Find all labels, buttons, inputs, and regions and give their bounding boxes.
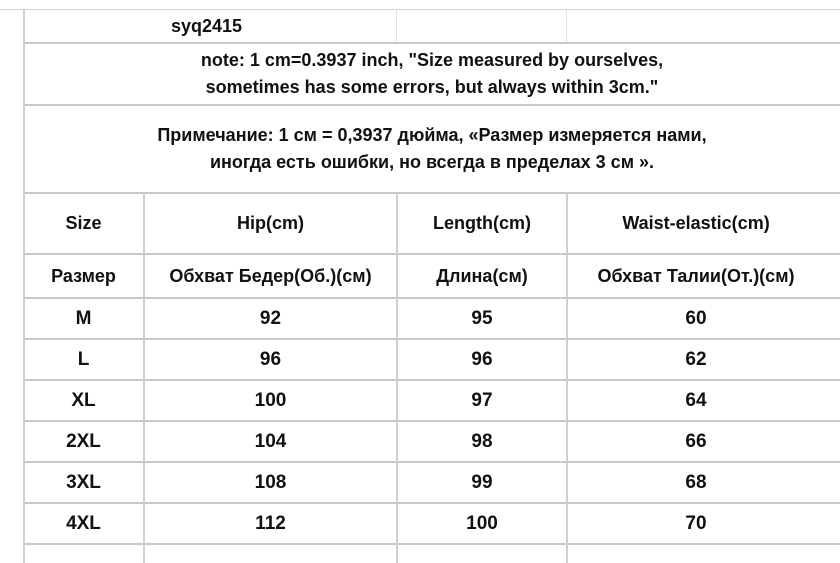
length-cell: 100: [466, 512, 498, 534]
length-cell: 98: [471, 430, 493, 452]
header-length-ru: Длина(см): [436, 265, 528, 286]
grid-line: [566, 9, 567, 42]
note-english-line-1: note: 1 cm=0.3937 inch, "Size measured by ourselves,: [200, 50, 664, 70]
waist-cell: 68: [685, 471, 707, 493]
header-hip-ru: Обхват Бедер(Об.)(см): [169, 265, 372, 286]
size-cell: 4XL: [66, 512, 101, 534]
hip-cell: 96: [259, 348, 282, 370]
waist-cell: 60: [685, 307, 707, 329]
grid-line: [396, 9, 397, 42]
header-waist-ru: Обхват Талии(От.)(см): [597, 265, 795, 286]
product-code: syq2415: [171, 15, 243, 36]
grid-line: [24, 543, 840, 545]
waist-cell: 66: [685, 430, 707, 452]
note-english-line-2: sometimes has some errors, but always within 3cm.": [205, 77, 659, 97]
hip-cell: 108: [254, 471, 287, 493]
size-cell: XL: [71, 389, 96, 411]
note-russian: [24, 106, 840, 192]
hip-cell: 100: [254, 389, 287, 411]
hip-cell: 112: [255, 512, 286, 534]
size-cell: M: [75, 307, 92, 329]
size-cell: 2XL: [66, 430, 101, 452]
waist-cell: 62: [685, 348, 707, 370]
size-cell: 3XL: [66, 471, 101, 493]
length-cell: 99: [471, 471, 493, 493]
header-size-ru: Размер: [51, 265, 116, 286]
header-waist: Waist-elastic(cm): [622, 213, 770, 233]
size-cell: L: [77, 348, 90, 370]
header-size: Size: [65, 213, 102, 233]
note-russian-line-2: иногда есть ошибки, но всегда в пределах 3 см ».: [209, 152, 655, 172]
waist-cell: 64: [685, 389, 707, 411]
hip-cell: 92: [259, 307, 282, 329]
header-length: Length(cm): [433, 213, 531, 233]
length-cell: 96: [471, 348, 493, 370]
note-russian-line-1: Примечание: 1 см = 0,3937 дюйма, «Размер измеряется нами,: [157, 125, 707, 145]
length-cell: 95: [471, 307, 493, 329]
hip-cell: 104: [254, 430, 287, 452]
header-hip: Hip(cm): [237, 213, 304, 233]
length-cell: 97: [471, 389, 493, 411]
note-english: [24, 44, 840, 104]
grid-line: [0, 9, 840, 10]
waist-cell: 70: [685, 512, 707, 534]
